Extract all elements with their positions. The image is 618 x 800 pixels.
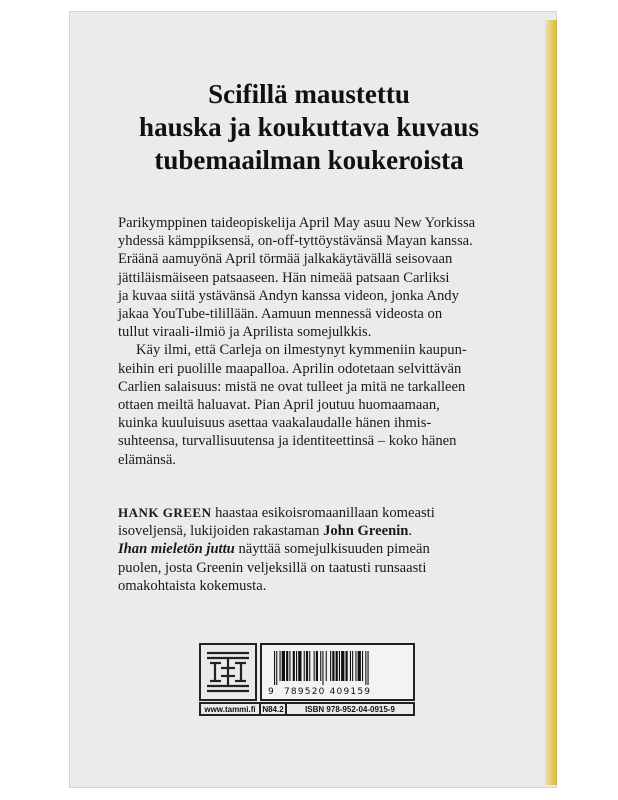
blurb-paragraph-1 [118, 214, 498, 341]
barcode-bar [320, 651, 321, 681]
headline-line: Scifillä maustettu [208, 79, 410, 109]
barcode-bar [341, 651, 344, 681]
barcode-bar [339, 651, 340, 681]
barcode-lead-digit: 9 [268, 687, 274, 697]
barcode-bar [298, 651, 301, 681]
blurb [118, 214, 498, 469]
barcode-bar [293, 651, 295, 681]
barcode-bar [332, 651, 334, 681]
barcode-bar [352, 651, 353, 681]
barcode-bar [314, 651, 315, 681]
blurb-line: Parikymppinen taideopiskelija April May asuu New Yorkissa [118, 215, 476, 231]
barcode-bar [365, 651, 366, 685]
barcode [260, 643, 415, 701]
tammi-logo-graphic [201, 645, 255, 699]
barcode-bar [289, 651, 290, 681]
barcode-bar [326, 651, 327, 681]
barcode-bar [296, 651, 297, 681]
author-line [118, 540, 498, 558]
isbn: ISBN 978-952-04-0915-9 [305, 704, 395, 714]
cover-headline [0, 78, 618, 177]
barcode-bars [266, 651, 412, 685]
author-line: omakohtaista kokemusta. [118, 577, 267, 594]
barcode-bar [276, 651, 277, 685]
barcode-bar [355, 651, 356, 681]
brother-name: John Greenin [323, 523, 409, 540]
barcode-bar [274, 651, 275, 685]
book-title: Ihan mieletön juttu [118, 541, 235, 558]
blurb-paragraph-2 [118, 341, 498, 468]
author-line [118, 522, 498, 540]
barcode-bar [350, 651, 351, 681]
blurb-line: jakaa YouTube-tilillään. Aamuun mennessä videosta on [118, 306, 443, 323]
blurb-line: ottaen meiltä haluavat. Pian April joutuu huomaamaan, [118, 397, 440, 414]
blurb-line: ja kuvaa siitä ystävänsä Andyn kanssa videon, jonka Andy [118, 287, 459, 304]
barcode-bar [358, 651, 361, 681]
barcode-bar [306, 651, 308, 681]
blurb-line: keihin eri puolille maapalloa. Aprilin odotetaan selvittävän [118, 360, 462, 377]
publisher-info-row [199, 702, 415, 716]
classification-code: N84.2 [261, 704, 287, 714]
blurb-line: yhdessä kämppiksensä, on-off-tyttöystävänsä Mayan kanssa. [118, 233, 473, 250]
blurb-line: Eräänä aamuyönä April törmää jalkakäytävällä seisovaan [118, 251, 453, 268]
headline-line: tubemaailman koukeroista [154, 145, 464, 175]
author-line: puolen, josta Greenin veljeksillä on taatusti runsaasti [118, 559, 427, 576]
author-paragraph [118, 504, 498, 595]
headline-line: hauska ja koukuttava kuvaus [139, 112, 479, 142]
barcode-bar [282, 651, 285, 681]
barcode-bar [330, 651, 331, 681]
publisher-website: www.tammi.fi [201, 704, 261, 714]
barcode-bar [336, 651, 338, 681]
barcode-bar [304, 651, 305, 681]
barcode-bar [280, 651, 281, 681]
blurb-line: suhteensa, turvallisuutensa ja identiteettinsä – koko hänen [118, 433, 457, 450]
author-name: HANK GREEN [118, 505, 212, 520]
blurb-line: kuinka kuuluisuus asettaa vaakalaudalle hänen ihmis- [118, 415, 432, 432]
barcode-digits: 789520 409159 [284, 687, 372, 697]
author-line [118, 504, 498, 522]
barcode-bar [322, 651, 323, 685]
blurb-line: tullut viraali-ilmiö ja Aprilista somejulkkis. [118, 324, 372, 341]
barcode-bar [286, 651, 288, 681]
blurb-line: Käy ilmi, että Carleja on ilmestynyt kymmeniin kaupun- [136, 342, 467, 359]
barcode-bar [309, 651, 310, 681]
tammi-logo-icon [199, 643, 257, 701]
author-text: näyttää somejulkisuuden pimeän [234, 541, 430, 558]
author-text: haastaa esikoisromaanillaan komeasti [211, 505, 435, 521]
blurb-line: elämänsä. [118, 451, 176, 468]
barcode-bar [368, 651, 369, 685]
blurb-line: jättiläismäiseen patsaaseen. Hän nimeää patsaan Carliksi [118, 269, 450, 286]
barcode-bar [362, 651, 363, 681]
barcode-bar [316, 651, 318, 681]
blurb-line: Carlien salaisuus: mistä ne ovat tulleet ja mitä ne tarkalleen [118, 378, 466, 395]
author-text: isoveljensä, lukijoiden rakastaman [118, 523, 324, 540]
author-text: . [408, 523, 413, 540]
barcode-bar [346, 651, 348, 681]
